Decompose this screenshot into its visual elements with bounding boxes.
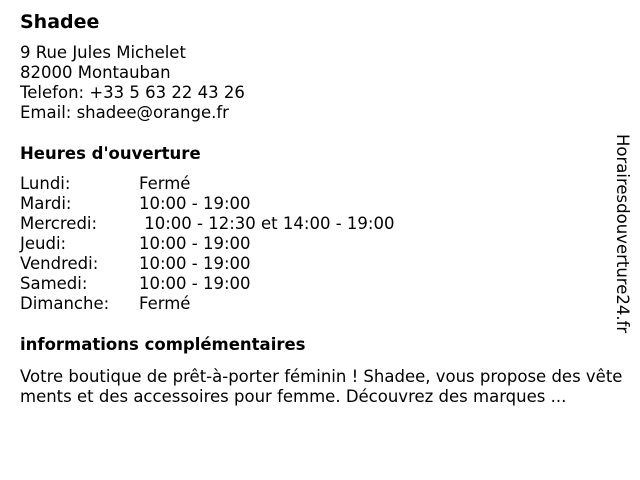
day-label: Jeudi: [20, 234, 67, 253]
day-hours: Fermé [139, 294, 191, 313]
day-label: Lundi: [20, 174, 71, 193]
hours-row-monday [20, 174, 632, 194]
shop-name: Shadee [20, 11, 100, 33]
hours-row-friday [20, 254, 632, 274]
day-hours: 10:00 - 19:00 [139, 274, 251, 293]
hours-row-wednesday [20, 214, 632, 234]
day-label: Vendredi: [20, 254, 99, 273]
day-label: Mardi: [20, 194, 72, 213]
hours-row-saturday [20, 274, 632, 294]
day-label: Dimanche: [20, 294, 110, 313]
day-hours: 10:00 - 12:30 et 14:00 - 19:00 [139, 214, 395, 233]
day-hours: 10:00 - 19:00 [139, 194, 251, 213]
day-hours: Fermé [139, 174, 191, 193]
day-hours: 10:00 - 19:00 [139, 234, 251, 253]
address-street: 9 Rue Jules Michelet [20, 43, 186, 62]
shop-description: Votre boutique de prêt-à-porter féminin ! Shadee, vous propose des vêtements et des accessoires pour femme. Découvrez des marques ... [20, 367, 623, 406]
shop-address [20, 43, 632, 123]
email-address: Email: shadee@orange.fr [20, 103, 229, 122]
shop-info-card [20, 10, 632, 407]
opening-hours-table [20, 174, 632, 314]
address-city: 82000 Montauban [20, 63, 171, 82]
day-label: Mercredi: [20, 214, 98, 233]
day-hours: 10:00 - 19:00 [139, 254, 251, 273]
day-label: Samedi: [20, 274, 88, 293]
hours-row-tuesday [20, 194, 632, 214]
watermark-text: Horairesdouverture24.fr [613, 134, 632, 334]
opening-hours-title: Heures d'ouverture [20, 144, 201, 163]
phone-number: Telefon: +33 5 63 22 43 26 [20, 83, 245, 102]
additional-info-title: informations complémentaires [20, 335, 306, 354]
hours-row-thursday [20, 234, 632, 254]
hours-row-sunday [20, 294, 632, 314]
